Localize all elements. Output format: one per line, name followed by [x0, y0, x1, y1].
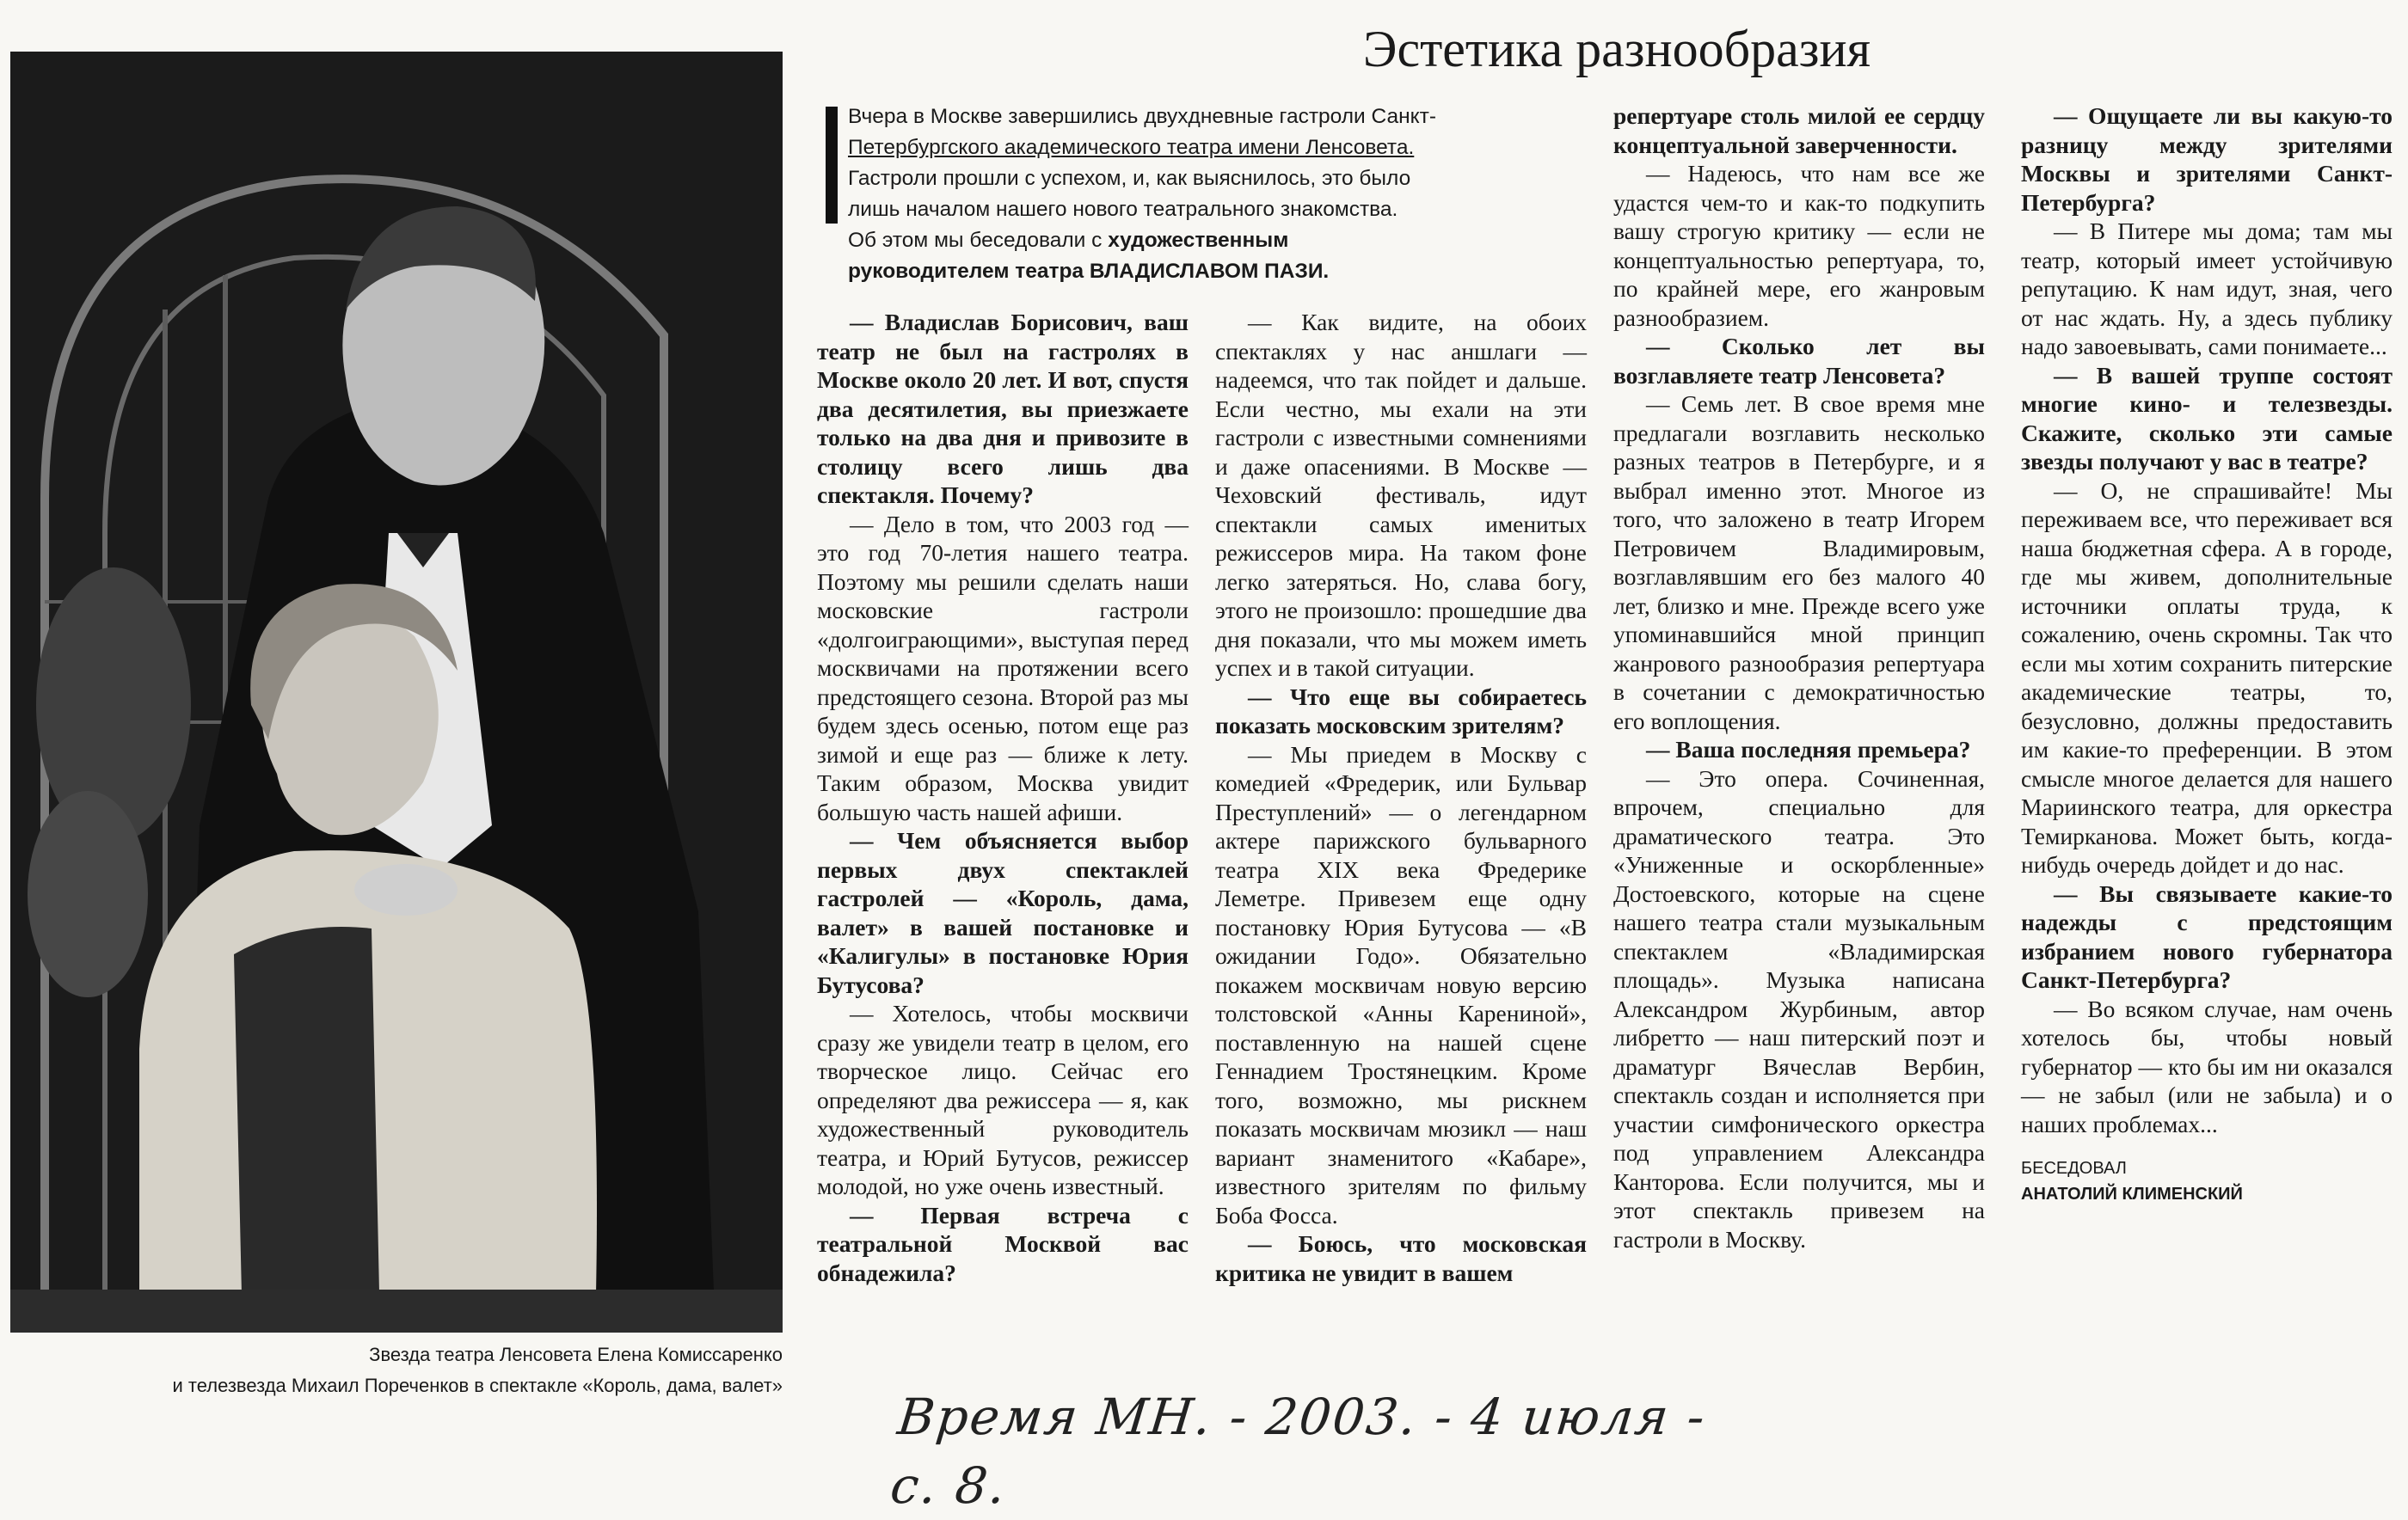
photo-caption-line-2: и телезвезда Михаил Пореченков в спектакле «Король, дама, валет» — [172, 1375, 783, 1396]
question-paragraph: — Ваша последняя премьера? — [1646, 736, 1971, 763]
question-paragraph: — Первая встреча с театральной Москвой вас обнадежила? — [817, 1201, 1189, 1286]
question-paragraph: — Сколько лет вы возглавляете театр Ленсовета? — [1613, 333, 1985, 389]
question-paragraph: репертуаре столь милой ее сердцу концептуальной заверченности. — [1613, 102, 1985, 158]
handwritten-source-note: Время МН. - 2003. - 4 июля - с. 8. — [888, 1388, 1710, 1515]
photo-caption-line-1: Звезда театра Ленсовета Елена Комиссаренко — [369, 1344, 783, 1365]
answer-paragraph: — Надеюсь, что нам все же удастся чем-то и как-то подкупить вашу строгую критику — если не концептуальностью репертуара, то, по крайней мере, его жанровым разнообразием. — [1613, 160, 1985, 331]
byline-label: БЕСЕДОВАЛ — [2021, 1159, 2127, 1178]
question-paragraph: — Владислав Борисович, ваш театр не был на гастролях в Москве около 20 лет. И вот, спустя два десятилетия, вы приезжаете только на два дня и привозите в столицу всего лишь два спектакля. Почему? — [817, 309, 1189, 508]
question-paragraph: — Боюсь, что московская критика не увидит в вашем — [1215, 1230, 1587, 1286]
theatre-photo — [10, 52, 783, 1333]
answer-paragraph: — О, не спрашивайте! Мы переживаем все, что переживает вся наша бюджетная сфера. А в городе, где мы живем, дополнительные источники оплаты труда, к сожалению, очень скромны. Так что если мы хотим сохранить питерские академические театры, то, безусловно, должны предоставить им какие-то преференции. В этом смысле многое делается для нашего Мариинского театра, для оркестра Темирканова. Может быть, когда-нибудь очередь дойдет и до нас. — [2021, 476, 2393, 878]
lead-line-normal: Об этом мы беседовали с — [848, 229, 1109, 252]
question-paragraph: — Чем объясняется выбор первых двух спектаклей гастролей — «Король, дама, валет» в вашей постановке и «Калигулы» в постановке Юрия Бутусова? — [817, 827, 1189, 998]
article-column-3 — [1613, 101, 1985, 1253]
article-headline: Эстетика разнообразия — [1362, 21, 1871, 77]
answer-paragraph: — Хотелось, чтобы москвичи сразу же увидели театр в целом, его творческое лицо. Сейчас его определяют два режиссера — я, как художественный руководитель театра, и Юрий Бутусов, режиссер молодой, но уже очень известный. — [817, 1000, 1189, 1199]
answer-paragraph: — Дело в том, что 2003 год — это год 70-летия нашего театра. Поэтому мы решили сделать наши московские гастроли «долгоиграющими», выступая перед москвичами на протяжении всего предстоящего сезона. Второй раз мы будем здесь осенью, потом еще раз зимой и еще раз — ближе к лету. Таким образом, Москва увидит большую часть нашей афиши. — [817, 510, 1189, 825]
lead-line: лишь началом нашего нового театрального знакомства. — [848, 198, 1398, 221]
lead-line: Вчера в Москве завершились двухдневные гастроли Санкт- — [848, 105, 1437, 128]
article-column-2 — [1215, 308, 1587, 1287]
question-paragraph: — Ощущаете ли вы какую-то разницу между зрителями Москвы и зрителями Санкт-Петербурга? — [2021, 102, 2393, 216]
lead-line — [848, 225, 1565, 256]
lead-paragraph — [826, 101, 1565, 287]
answer-paragraph: — Семь лет. В свое время мне предлагали возглавить несколько разных театров в Петербурге, и я выбрал именно этот. Многое из того, что заложено в театр Игорем Петровичем Владимировым, возглавлявшим его без малого 40 лет, близко и мне. Прежде всего уже упоминавшийся мной принцип жанрового разнообразия репертуара в сочетании с демократичностью его воплощения. — [1613, 390, 1985, 734]
byline-author: АНАТОЛИЙ КЛИМЕНСКИЙ — [2021, 1185, 2243, 1204]
article-column-4-body — [2021, 101, 2393, 1138]
article-column-1 — [817, 308, 1189, 1287]
answer-paragraph: — Это опера. Сочиненная, впрочем, специально для драматического театра. Это «Униженные и оскорбленные» Достоевского, которые на сцене нашего театра стали музыкальным спектаклем «Владимирская площадь». Музыка написана Александром Журбиным, автор либретто — наш питерский поэт и драматург Вячеслав Вербин, спектакль создан и исполняется при участии симфонического оркестра под управлением Александра Канторова. Если получится, мы и этот спектакль привезем на гастроли в Москву. — [1613, 764, 1985, 1253]
question-paragraph: — В вашей труппе состоят многие кино- и телезвезды. Скажите, сколько эти самые звезды получают у вас в театре? — [2021, 361, 2393, 475]
answer-paragraph: — Мы приедем в Москву с комедией «Фредерик, или Бульвар Преступлений» — о легендарном актере парижского бульварного театра XIX века Фредерике Леметре. Привезем еще одну постановку Юрия Бутусова — «В ожидании Годо». Обязательно покажем москвичам новую версию толстовской «Анны Карениной», поставленную на нашей сцене Геннадием Тростянецким. Кроме того, возможно, мы рискнем показать москвичам мюзикл — наш вариант знаменитого «Кабаре», известного зрителям по фильму Боба Фосса. — [1215, 740, 1587, 1229]
answer-paragraph: — Во всяком случае, нам очень хотелось бы, чтобы новый губернатор — кто бы им ни оказался — не забыл (или не забыла) и о наших проблемах... — [2021, 995, 2393, 1137]
answer-paragraph: — Как видите, на обоих спектаклях у нас аншлаги — надеемся, что так пойдет и дальше. Если честно, мы ехали на эти гастроли с известными сомнениями и даже опасениями. В Москве — Чеховский фестиваль, идут спектакли самых именитых режиссеров мира. На таком фоне легко затеряться. Но, слава богу, этого не произошло: прошедшие два дня показали, что мы можем иметь успех и в такой ситуации. — [1215, 309, 1587, 681]
lead-line: Гастроли прошли с успехом, и, как выяснилось, это было — [848, 167, 1411, 190]
lead-line: Петербургского академического театра имени Ленсовета. — [848, 136, 1415, 159]
byline — [2021, 1155, 2393, 1207]
lead-line-bold: руководителем театра ВЛАДИСЛАВОМ ПАЗИ. — [848, 260, 1330, 283]
lead-line-bold: художественным — [1108, 229, 1289, 252]
question-paragraph: — Вы связываете какие-то надежды с предстоящим избранием нового губернатора Санкт-Петербурга? — [2021, 880, 2393, 993]
question-paragraph: — Что еще вы собираетесь показать московским зрителям? — [1215, 683, 1587, 739]
photo-caption — [10, 1339, 783, 1401]
article-column-4 — [2021, 101, 2393, 1207]
answer-paragraph: — В Питере мы дома; там мы театр, который имеет устойчивую репутацию. К нам идут, зная, чего от нас ждать. Ну, а здесь публику надо завоевывать, сами понимаете... — [2021, 218, 2393, 359]
